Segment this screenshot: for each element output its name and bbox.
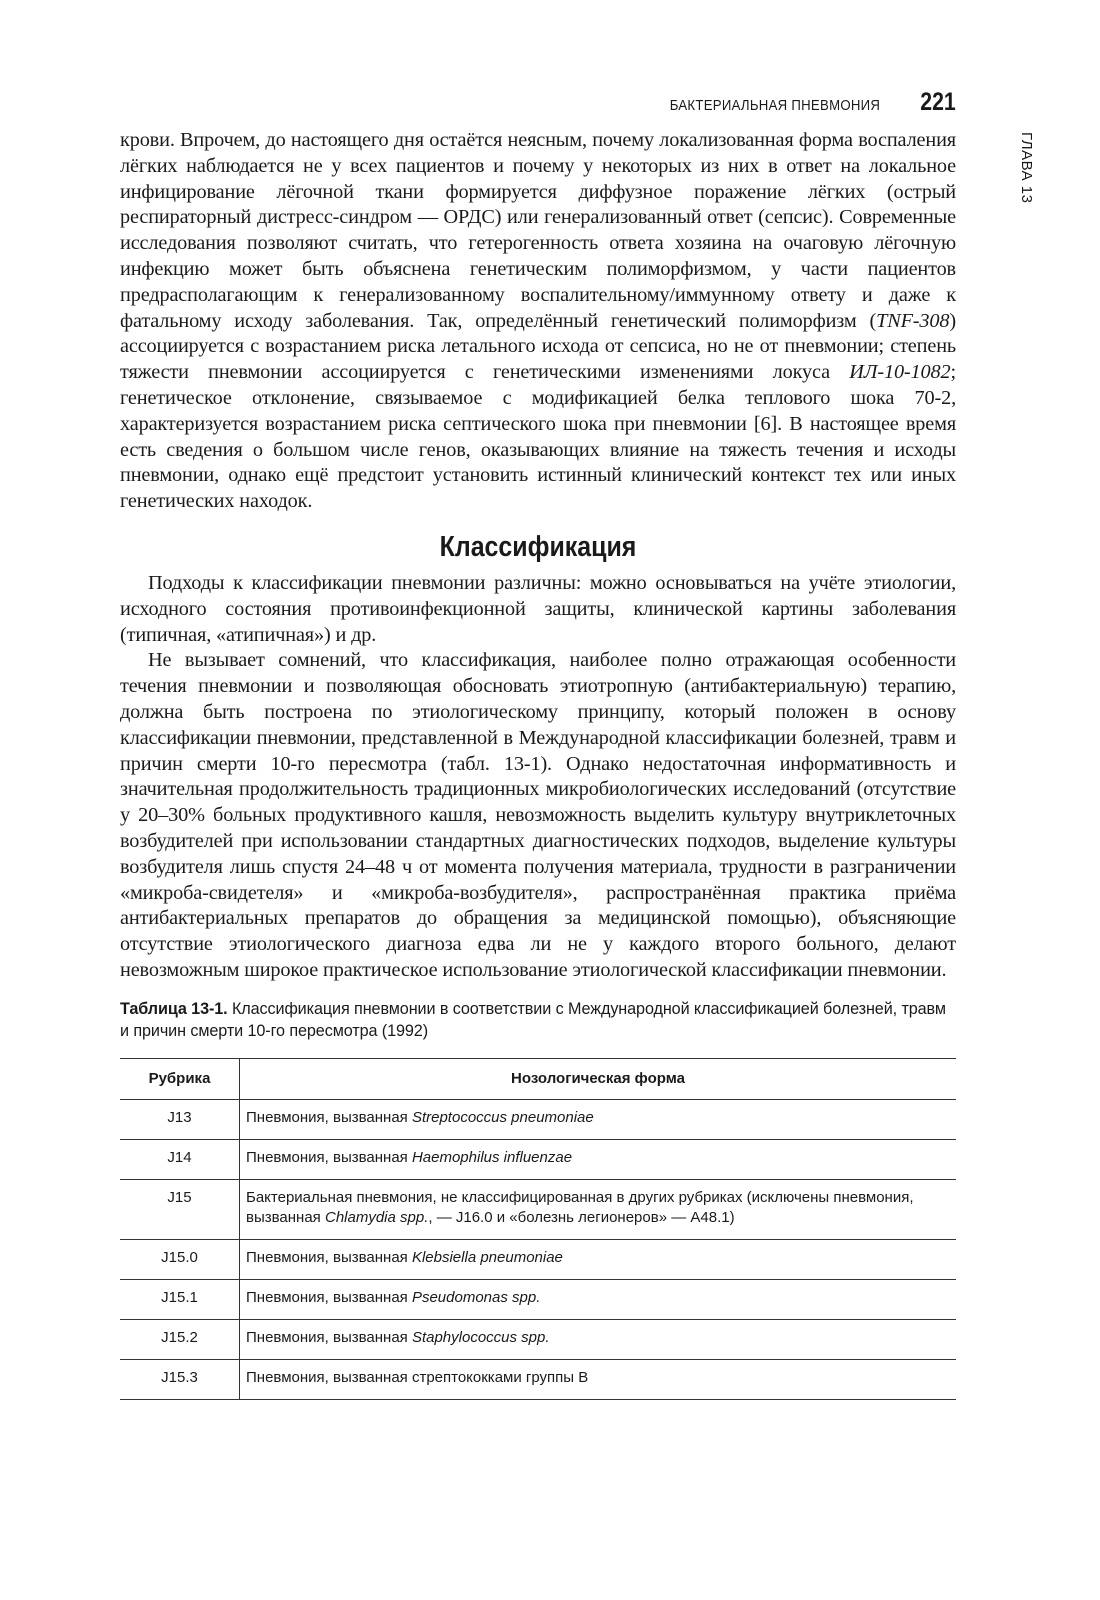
- paragraph-text: крови. Впрочем, до настоящего дня остаётся неясным, почему локализованная форма воспаления лёгких наблюдается не у всех пациентов и почему у некоторых из них в ответ на локальное инфицирование лёгочной ткани формируется диффузное поражение лёгких (острый респираторный дистресс-синдром — ОРДС) или генерализованный ответ (сепсис). Современные исследования позволяют считать, что гетерогенность ответа хозяина на очаговую лёгочную инфекцию может быть объяснена генетическим полиморфизмом, у части пациентов предрасполагающим к генерализованному воспалительному/иммунному ответу и даже к фатальному исходу заболевания. Так, определённый генетический полиморфизм (: [120, 129, 956, 332]
- organism-name: Klebsiella pneumoniae: [411, 1248, 563, 1266]
- column-header-code: Рубрика: [120, 1058, 240, 1099]
- form-cell: Пневмония, вызванная Pseudomonas spp.: [240, 1279, 957, 1319]
- table-row: [120, 1319, 956, 1359]
- page-content: [120, 128, 956, 1400]
- paragraph-text: ; генетическое отклонение, связываемое с модификацией белка теплового шока 70-2, характеризуется возрастанием риска септического шока при пневмонии [6]. В настоящее время есть сведения о большом числе генов, оказывающих влияние на тяжесть течения и исходы пневмонии, однако ещё предстоит установить истинный клинический контекст тех или иных генетических находок.: [120, 361, 956, 513]
- code-cell: J15.3: [120, 1359, 240, 1399]
- organism-name: Streptococcus pneumoniae: [411, 1108, 594, 1126]
- paragraph-text: ) ассоциируется с возрастанием риска летального исхода от сепсиса, но не от пневмонии; степень тяжести пневмонии ассоциируется с генетическими изменениями локуса: [120, 309, 956, 384]
- code-cell: J15.1: [120, 1279, 240, 1319]
- section-heading: Классификация: [439, 530, 637, 563]
- table-header-row: [120, 1058, 956, 1099]
- running-title: БАКТЕРИАЛЬНАЯ ПНЕВМОНИЯ: [669, 97, 881, 114]
- code-cell: J15: [120, 1179, 240, 1239]
- code-cell: J15.2: [120, 1319, 240, 1359]
- form-cell: Пневмония, вызванная стрептококками группы B: [240, 1359, 957, 1399]
- classification-table: [120, 1058, 956, 1400]
- table-row: [120, 1139, 956, 1179]
- table-caption-text: Классификация пневмонии в соответствии с Международной классификацией болезней, травм и причин смерти 10-го пересмотра (1992): [120, 999, 946, 1040]
- code-cell: J14: [120, 1139, 240, 1179]
- form-cell: Пневмония, вызванная Haemophilus influenzae: [240, 1139, 957, 1179]
- chapter-side-tab: ГЛАВА 13: [1018, 132, 1035, 204]
- body-paragraph-genetics: [120, 128, 956, 515]
- form-cell: Пневмония, вызванная Streptococcus pneumoniae: [240, 1099, 957, 1139]
- gene-name: ИЛ-10-1082: [849, 361, 951, 384]
- body-paragraph-etiology: Не вызывает сомнений, что классификация, наиболее полно отражающая особенности течения пневмонии и позволяющая обосновать этиотропную (антибактериальную) терапию, должна быть построена по этиологическому принципу, который положен в основу классификации пневмонии, представленной в Международной классификации болезней, травм и причин смерти 10-го пересмотра (табл. 13-1). Однако недостаточная информативность и значительная продолжительность традиционных микробиологических исследований (отсутствие у 20–30% больных продуктивного кашля, невозможность выделить культуру внутриклеточных возбудителей при использовании стандартных диагностических подходов, выделение культуры возбудителя лишь спустя 24–48 ч от момента получения материала, трудности в разграничении «микроба-свидетеля» и «микроба-возбудителя», распространённая практика приёма антибактериальных препаратов до обращения за медицинской помощью), объясняющие отсутствие этиологического диагноза едва ли не у каждого второго больного, делают невозможным широкое практическое использование этиологической классификации пневмонии.: [120, 649, 956, 981]
- table-row: [120, 1179, 956, 1239]
- table-row: [120, 1099, 956, 1139]
- organism-name: Staphylococcus spp.: [411, 1328, 550, 1346]
- running-head: [120, 88, 956, 117]
- table-caption: [120, 998, 956, 1042]
- form-cell: Пневмония, вызванная Staphylococcus spp.: [240, 1319, 957, 1359]
- table-row: [120, 1239, 956, 1279]
- body-paragraph-approaches: Подходы к классификации пневмонии различны: можно основываться на учёте этиологии, исходного состояния противоинфекционной защиты, клинической картины заболевания (типичная, «атипичная») и др.: [120, 571, 956, 646]
- form-cell: Пневмония, вызванная Klebsiella pneumoniae: [240, 1239, 957, 1279]
- code-cell: J13: [120, 1099, 240, 1139]
- page-number: 221: [920, 88, 956, 116]
- organism-name: Pseudomonas spp.: [411, 1288, 541, 1306]
- table-caption-label: Таблица 13-1.: [120, 999, 228, 1018]
- code-cell: J15.0: [120, 1239, 240, 1279]
- form-cell: Бактериальная пневмония, не классифицированная в других рубриках (исключены пневмония, вызванная Chlamydia spp., — J16.0 и «болезнь легионеров» — A48.1): [240, 1179, 957, 1239]
- table-row: [120, 1279, 956, 1319]
- organism-name: Haemophilus influenzae: [411, 1148, 573, 1166]
- gene-name: TNF-308: [876, 309, 950, 332]
- column-header-form: Нозологическая форма: [240, 1058, 957, 1099]
- table-row: [120, 1359, 956, 1399]
- organism-name: Chlamydia spp.: [324, 1208, 429, 1226]
